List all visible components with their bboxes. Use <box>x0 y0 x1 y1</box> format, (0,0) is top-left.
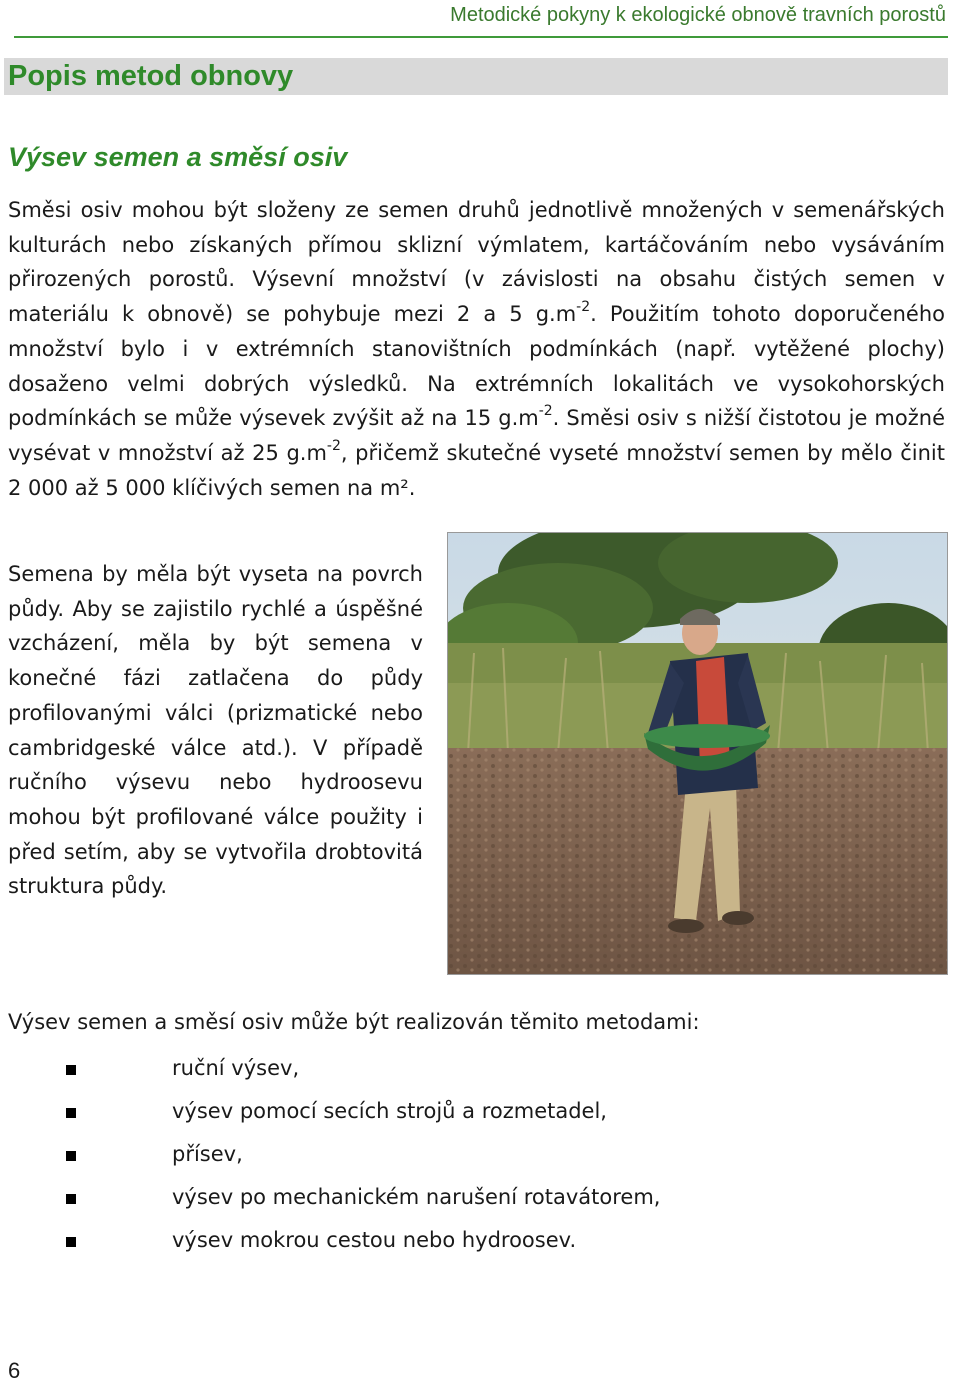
superscript: -2 <box>326 437 341 454</box>
square-bullet-icon <box>66 1237 76 1247</box>
section-heading-band <box>4 58 948 95</box>
superscript: -2 <box>538 403 553 420</box>
running-header: Metodické pokyny k ekologické obnově travních porostů <box>450 4 946 26</box>
section-title: Popis metod obnovy <box>8 60 294 92</box>
square-bullet-icon <box>66 1108 76 1118</box>
photo-man-sowing-seeds <box>447 532 948 975</box>
subsection-title: Výsev semen a směsí osiv <box>8 142 348 172</box>
superscript: -2 <box>576 299 591 316</box>
paragraph-seed-mixtures <box>8 193 945 505</box>
list-item-text: výsev po mechanickém narušení rotavátorem, <box>172 1185 661 1209</box>
list-item-text: ruční výsev, <box>172 1056 300 1080</box>
square-bullet-icon <box>66 1065 76 1075</box>
list-item <box>0 1138 900 1181</box>
list-item-text: výsev mokrou cestou nebo hydroosev. <box>172 1228 577 1252</box>
list-item <box>0 1224 900 1267</box>
list-item <box>0 1095 900 1138</box>
methods-intro: Výsev semen a směsí osiv může být realizován těmito metodami: <box>8 1010 700 1034</box>
list-item-text: přísev, <box>172 1142 243 1166</box>
list-item <box>0 1052 900 1095</box>
paragraph-text: , přičemž skutečné vyseté množství semen by mělo činit 2 000 až 5 000 klíčivých semen na m². <box>8 440 945 500</box>
square-bullet-icon <box>66 1151 76 1161</box>
paragraph-text: . Směsi osiv s nižší čistotou je možné vysévat v množství až 25 g.m <box>8 406 945 465</box>
list-item-text: výsev pomocí secích strojů a rozmetadel, <box>172 1099 607 1123</box>
page-number: 6 <box>8 1358 21 1383</box>
methods-list <box>0 1052 900 1267</box>
paragraph-text: Směsi osiv mohou být složeny ze semen druhů jednotlivě množených v semenářských kulturách nebo získaných přímou sklizní výmlatem, kartáčováním nebo vysáváním přirozených porostů. Výsevní množství (v závislosti na obsahu čistých semen v materiálu k obnově) se pohybuje mezi 2 a 5 g.m <box>8 198 945 327</box>
paragraph-sowing-rollers: Semena by měla být vyseta na povrch půdy. Aby se zajistilo rychlé a úspěšné vzcházení, měla by být semena v konečné fázi zatlačena do půdy profilovanými válci (prizmatické nebo cambridgeské válce atd.). V případě ručního výsevu nebo hydroosevu mohou být profilované válce použity i před setím, aby se vytvořila drobtovitá struktura půdy. <box>8 562 423 899</box>
header-rule <box>14 36 948 38</box>
list-item <box>0 1181 900 1224</box>
paragraph-text: . Použitím tohoto doporučeného množství bylo i v extrémních stanovištních podmínkách (např. vytěžené plochy) dosaženo velmi dobrých výsledků. Na extrémních lokalitách ve vysokohorských podmínkách se může výsevek zvýšit až na 15 g.m <box>8 302 945 431</box>
square-bullet-icon <box>66 1194 76 1204</box>
